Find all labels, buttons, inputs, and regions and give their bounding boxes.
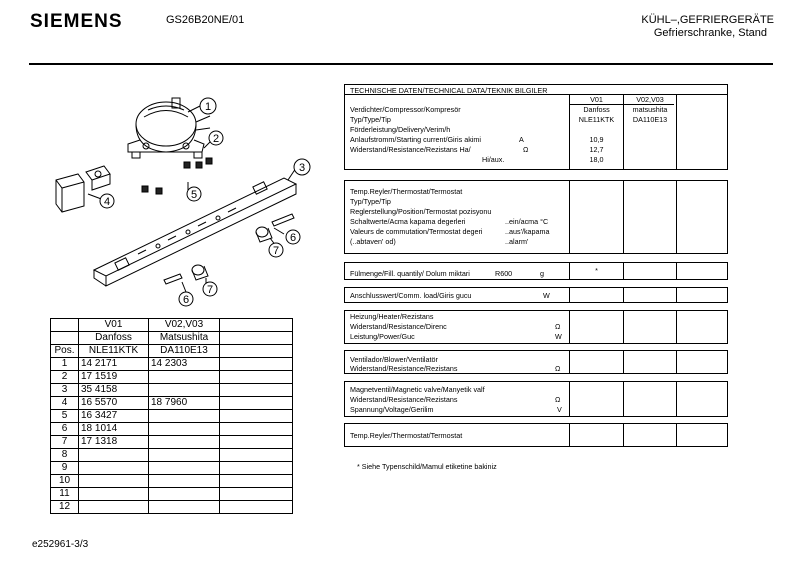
callout-label: 6: [289, 232, 297, 244]
fill-quantity-block: [344, 262, 728, 280]
table-row: [51, 384, 293, 397]
exploded-parts-drawing: [48, 82, 328, 312]
unit-gram: g: [540, 269, 544, 278]
table-row: [51, 462, 293, 475]
callout-label: 6: [182, 294, 190, 306]
thermostat-position-label: Reglerstellung/Position/Termostat pozisyonu: [350, 207, 492, 216]
v02-part-cell: [149, 384, 220, 397]
fan-label: Ventilador/Blower/Ventilatör: [350, 355, 438, 364]
col-v02-header: V02,V03: [636, 95, 664, 104]
empty-cell: [220, 475, 293, 488]
table-row: [51, 358, 293, 371]
v01-part-cell: 17 1519: [79, 371, 149, 384]
fill-quantity-label: Fülmenge/Fill. quantily/ Dolum miktari: [350, 269, 470, 278]
header-divider: [29, 63, 773, 65]
pos-cell: 1: [51, 358, 79, 371]
v02-part-cell: [149, 501, 220, 514]
callout-6a: [286, 230, 300, 244]
v01-resistance-aux: 18,0: [589, 155, 604, 164]
unit-ohm: Ω: [555, 322, 561, 331]
table-row: [51, 410, 293, 423]
v01-part-cell: 35 4158: [79, 384, 149, 397]
empty-cell: [220, 449, 293, 462]
maker-v01: Danfoss: [79, 332, 149, 345]
v01-part-cell: 16 3427: [79, 410, 149, 423]
callout-3: [294, 159, 310, 175]
heater-power-label: Leistung/Power/Guc: [350, 332, 415, 341]
switch-values-fr-label: Valeurs de commutation/Termostat degeri: [350, 227, 483, 236]
alarm-label: ..alarm': [505, 237, 529, 246]
valve-resistance-label: Widerstand/Resistance/Rezistans: [350, 395, 458, 404]
document-id: e252961-3/3: [32, 539, 89, 550]
v01-fill-value: *: [595, 266, 598, 275]
empty-cell: [220, 462, 293, 475]
model-v01: NLE11KTK: [79, 345, 149, 358]
variant-v02-header: V02,V03: [149, 319, 220, 332]
empty-cell: [220, 397, 293, 410]
heater-resistance-label: Widerstand/Resistance/Direnc: [350, 322, 447, 331]
empty-cell: [220, 358, 293, 371]
callout-2: [209, 131, 223, 145]
callout-label: 7: [206, 284, 214, 296]
grommets-drawing: [142, 158, 212, 194]
callout-label: 1: [204, 101, 212, 113]
v01-part-cell: 14 2171: [79, 358, 149, 371]
v01-part-cell: [79, 488, 149, 501]
col-v01-header: V01: [590, 95, 603, 104]
pos-cell: 8: [51, 449, 79, 462]
v02-part-cell: [149, 436, 220, 449]
callout-label: 5: [190, 189, 198, 201]
pos-cell: 11: [51, 488, 79, 501]
unit-ohm: Ω: [523, 145, 529, 154]
table-row: [51, 501, 293, 514]
v01-type: NLE11KTK: [578, 115, 615, 124]
v01-part-cell: [79, 475, 149, 488]
delivery-label: Förderleistung/Delivery/Verim/h: [350, 125, 451, 134]
v02-part-cell: [149, 449, 220, 462]
v02-part-cell: [149, 423, 220, 436]
pos-cell: 9: [51, 462, 79, 475]
empty-cell: [220, 410, 293, 423]
heater-block: [344, 310, 728, 344]
heater-label: Heizung/Heater/Rezistans: [350, 312, 434, 321]
refrigerant-type: R600: [495, 269, 513, 278]
table-row: [51, 488, 293, 501]
pos-cell: 12: [51, 501, 79, 514]
connected-load-block: [344, 287, 728, 303]
v02-part-cell: [149, 410, 220, 423]
callout-label: 3: [298, 162, 306, 174]
pos-cell: 5: [51, 410, 79, 423]
empty-cell: [220, 436, 293, 449]
v02-maker: matsushita: [632, 105, 668, 114]
pos-cell: 3: [51, 384, 79, 397]
v02-part-cell: [149, 371, 220, 384]
v02-part-cell: [149, 475, 220, 488]
table-row: [51, 371, 293, 384]
magnetic-valve-label: Magnetventil/Magnetic valve/Manyetik valf: [350, 385, 485, 394]
v01-starting-current: 10,9: [589, 135, 604, 144]
maker-v02: Matsushita: [149, 332, 220, 345]
brand-logo: SIEMENS: [30, 11, 123, 32]
callout-7b: [203, 282, 217, 296]
v01-part-cell: [79, 501, 149, 514]
variant-v01-header: V01: [79, 319, 149, 332]
thermostat-type-label: Typ/Type/Tip: [350, 197, 391, 206]
v02-part-cell: 14 2303: [149, 358, 220, 371]
callout-label: 4: [103, 196, 111, 208]
footnote: * Siehe Typenschild/Mamul etiketine bakiniz: [357, 462, 497, 471]
magnetic-valve-block: [344, 381, 728, 417]
fan-block: [344, 350, 728, 374]
v01-part-cell: 18 1014: [79, 423, 149, 436]
unit-watt: W: [543, 291, 550, 300]
defrost-label: (..abtaven' od): [350, 237, 396, 246]
thermostat-label: Temp.Reyler/Thermostat/Termostat: [350, 187, 463, 196]
parts-table: [50, 318, 293, 514]
v01-part-cell: [79, 462, 149, 475]
resistance-aux-label: Hi/aux.: [482, 155, 505, 164]
resistance-label: Widerstand/Resistance/Rezistans Ha/: [350, 145, 471, 154]
v01-resistance-main: 12,7: [589, 145, 604, 154]
unit-ampere: A: [519, 135, 524, 144]
empty-cell: [220, 501, 293, 514]
unit-ohm: Ω: [555, 395, 561, 404]
pos-header-blank: [51, 332, 79, 345]
pos-cell: 10: [51, 475, 79, 488]
pos-cell: 2: [51, 371, 79, 384]
callout-6b: [179, 292, 193, 306]
category-subtitle: Gefrierschranke, Stand: [653, 27, 767, 39]
callout-1: [200, 98, 216, 114]
v02-type: DA110E13: [632, 115, 668, 124]
pos-header-blank: [51, 319, 79, 332]
thermostat2-block: [344, 423, 728, 447]
table-row: [51, 436, 293, 449]
switch-off-label: ..aus'/kapama: [505, 227, 550, 236]
callout-4: [100, 194, 114, 208]
v01-part-cell: [79, 449, 149, 462]
table-row: [51, 449, 293, 462]
empty-cell: [220, 488, 293, 501]
v02-part-cell: [149, 488, 220, 501]
fan-resistance-label: Widerstand/Resistance/Rezistans: [350, 364, 458, 373]
callout-label: 7: [272, 245, 280, 257]
pos-cell: 4: [51, 397, 79, 410]
unit-volt: V: [557, 405, 562, 414]
callout-label: 2: [212, 133, 220, 145]
empty-header: [220, 319, 293, 332]
empty-cell: [220, 371, 293, 384]
compressor-block: [344, 94, 728, 170]
model-number: GS26B20NE/01: [166, 14, 245, 26]
pos-cell: 6: [51, 423, 79, 436]
empty-cell: [220, 423, 293, 436]
unit-ohm: Ω: [555, 364, 561, 373]
v02-part-cell: [149, 462, 220, 475]
table-row: [51, 423, 293, 436]
model-v02: DA110E13: [149, 345, 220, 358]
compressor-label: Verdichter/Compressor/Kompresör: [350, 105, 461, 114]
empty-header: [220, 332, 293, 345]
switch-on-label: ..ein/acma °C: [505, 217, 549, 226]
starting-current-label: Anlaufstromm/Starting current/Giris akimi: [350, 135, 482, 144]
v02-part-cell: 18 7960: [149, 397, 220, 410]
valve-voltage-label: Spannung/Voltage/Gerilim: [350, 405, 434, 414]
parts-header-row: [51, 319, 293, 332]
thermostat-block: [344, 180, 728, 254]
parts-header-row: [51, 332, 293, 345]
tech-title: TECHNISCHE DATEN/TECHNICAL DATA/TEKNIK BILGILER: [350, 86, 548, 95]
connected-load-label: Anschlusswert/Comm. load/Giris gucu: [350, 291, 472, 300]
callout-5: [187, 187, 201, 201]
empty-cell: [220, 384, 293, 397]
switch-values-label: Schaltwerte/Acma kapama degerleri: [350, 217, 466, 226]
empty-header: [220, 345, 293, 358]
v01-maker: Danfoss: [583, 105, 610, 114]
v01-part-cell: 16 5570: [79, 397, 149, 410]
parts-header-row: [51, 345, 293, 358]
unit-watt: W: [555, 332, 562, 341]
category-title: KÜHL–,GEFRIERGERÄTE: [641, 14, 774, 26]
pos-cell: 7: [51, 436, 79, 449]
callout-7a: [269, 243, 283, 257]
type-label: Typ/Type/Tip: [350, 115, 391, 124]
table-row: [51, 397, 293, 410]
v01-part-cell: 17 1318: [79, 436, 149, 449]
pos-header: Pos.: [51, 345, 79, 358]
table-row: [51, 475, 293, 488]
thermostat2-label: Temp.Reyler/Thermostat/Termostat: [350, 431, 463, 440]
